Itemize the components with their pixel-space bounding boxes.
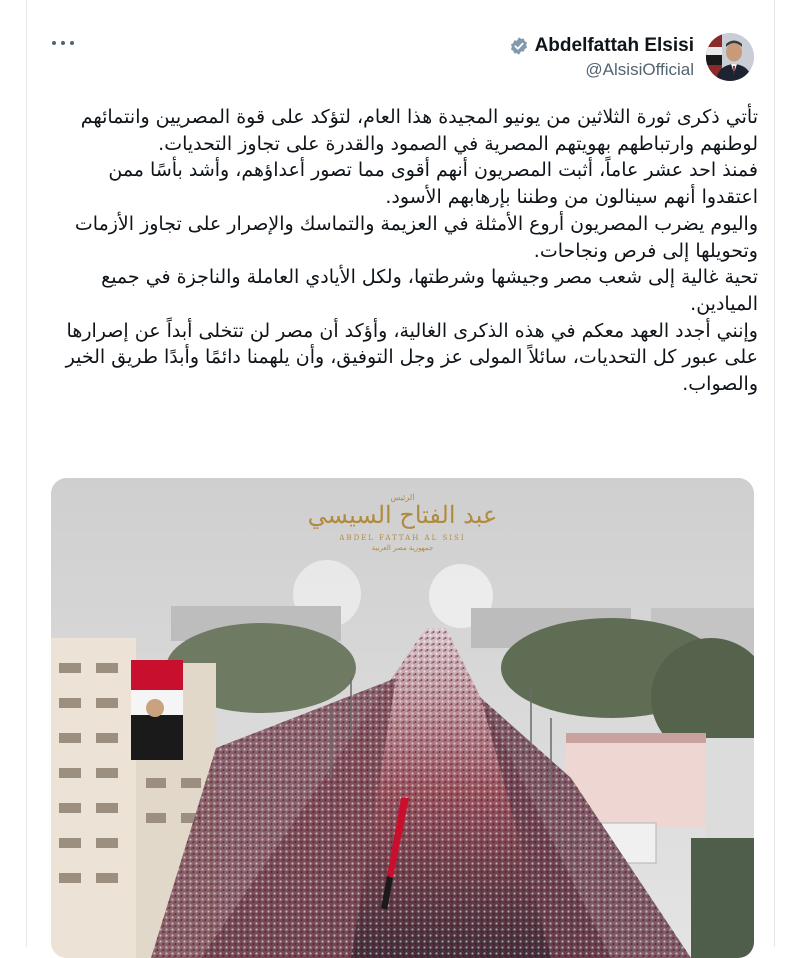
tweet-paragraph-5: وإنني أجدد العهد معكم في هذه الذكرى الغالية، وأؤكد أن مصر لن تتخلى أبداً عن إصرارها على عبور كل التحديات، سائلاً المولى عز وجل التوفيق، وأن يلهمنا دائمًا وأبدًا طريق الخير والصواب. [65,319,758,396]
avatar[interactable] [706,33,754,81]
author-handle[interactable]: @AlsisiOfficial [585,59,694,79]
media-caption-latin-name: ABDEL FATTAH AL SISI [339,534,466,542]
author-names [509,35,694,80]
tweet-paragraph-4: تحية غالية إلى شعب مصر وجيشها وشرطتها، ولكل الأيادي العاملة والناجزة في جميع الميادين. [101,266,758,315]
timeline-border-right [774,0,775,947]
previous-tweet-edge [27,0,774,10]
tweet-paragraph-1: تأتي ذكرى ثورة الثلاثين من يونيو المجيدة هذا العام، لتؤكد على قوة المصريين وانتمائهم لوطنهم وارتباطهم بهويتهم المصرية في الصمود والقدرة على تجاوز التحديات. [80,106,758,155]
tweet-text [64,104,758,398]
tweet-author[interactable] [509,33,754,81]
media-caption-subtitle: جمهورية مصر العربية [371,544,434,552]
more-options-button[interactable] [52,34,74,52]
more-horizontal-icon [52,41,56,45]
tweet-paragraph-3: واليوم يضرب المصريون أروع الأمثلة في العزيمة والتماسك والإصرار على تجاوز الأزمات وتحويلها إلى فرص ونجاحات. [74,212,758,262]
timeline-border-left [26,0,27,947]
media-caption-title: الرئيس [390,493,415,502]
author-display-name[interactable]: Abdelfattah Elsisi [534,34,694,56]
tweet-media-photo[interactable] [51,478,754,958]
author-name-row [509,35,694,57]
verified-badge-icon [509,36,529,56]
tweet-paragraph-2: فمنذ احد عشر عاماً، أثبت المصريون أنهم أقوى مما تصور أعداؤهم، وأشد بأسًا ممن اعتقدوا أنهم سينالون من وطننا بإرهابهم الأسود. [108,159,758,209]
media-caption-arabic-name: عبد الفتاح السيسي [307,501,498,529]
avatar-portrait-icon [706,33,754,81]
